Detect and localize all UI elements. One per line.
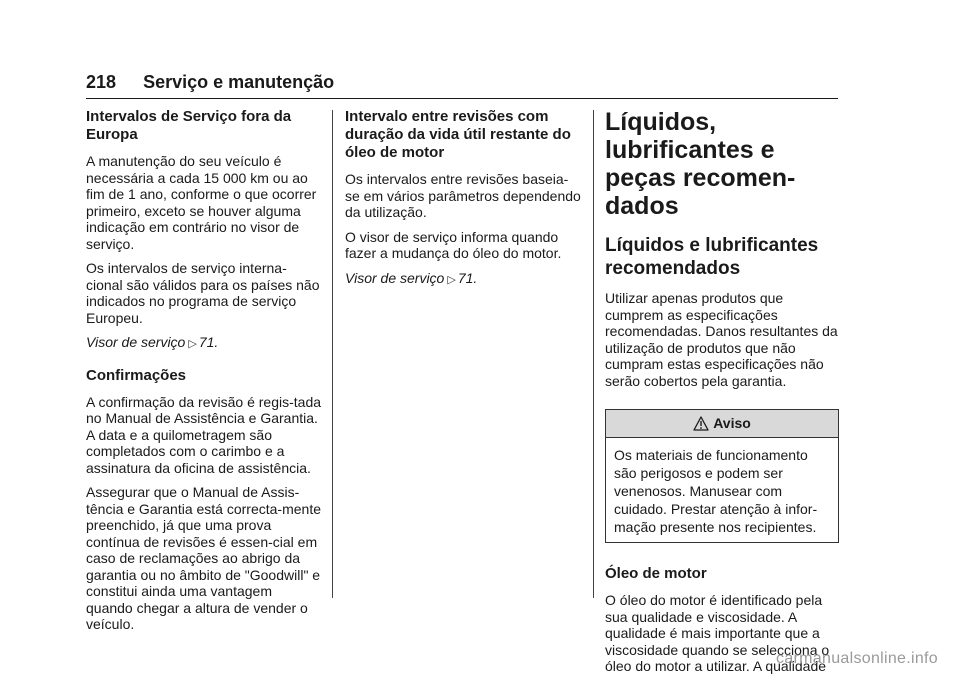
reference-arrow-icon: ▷ (188, 338, 197, 350)
reference-page: 71 (457, 269, 474, 286)
watermark: carmanualsonline.info (776, 650, 938, 667)
paragraph-international-intervals: Os intervalos de serviço interna-cional são válidos para os países não indicados no programa de serviço Europeu. (86, 260, 320, 326)
column-divider-1 (332, 110, 333, 598)
paragraph-maintenance: A manutenção do seu veículo é necessária a cada 15 000 km ou ao fim de 1 ano, conforme o que ocorrer primeiro, exceto se houver alguma indicação em contrário no visor de serviço. (86, 153, 317, 252)
paragraph-warranty: Assegurar que o Manual de Assis-tência e Garantia está correcta-mente preenchido, já que uma prova contínua de revisões é essen-cial em caso de reclamações ao abrigo da garantia ou no âmbito de "Goodwill" e constitui ainda uma vantagem quando chegar a altura de vender o veículo. (86, 484, 322, 632)
heading-confirmations: Confirmações (86, 366, 187, 384)
heading-intervals-outside-europe: Intervalos de Serviço fora da Europa (86, 108, 292, 143)
reference-service-display[interactable]: Visor de serviço ▷ 71. (345, 269, 478, 286)
reference-label: Visor de serviço (345, 269, 445, 286)
paragraph-confirmation: A confirmação da revisão é regis-tada no Manual de Assistência e Garantia. A data e a quilometragem são completados com o carimbo e a assinatura da oficina de assistência. (86, 393, 322, 476)
reference-label: Visor de serviço (86, 334, 186, 350)
column-right (605, 108, 841, 683)
paragraph-use-specified-products: Utilizar apenas produtos que cumprem as especificações recomendadas. Danos resultantes da utilização de produtos que não cumpram estas especificações não serão cobertos pela garantia. (605, 290, 838, 389)
header-rule (86, 98, 838, 99)
warning-title: Aviso (713, 415, 751, 431)
section-title: Serviço e manutenção (143, 72, 335, 92)
warning-text: Os materiais de funcionamento são perigosos e podem ser venenosos. Manusear com cuidado. Prestar atenção à infor-mação presente nos recipientes. (614, 447, 818, 535)
heading-fluids-lubricants-parts: Líquidos, lubrificantes e peças recomen-dados (605, 108, 796, 220)
reference-service-display[interactable]: Visor de serviço ▷ 71. (86, 334, 219, 350)
warning-header (606, 410, 838, 438)
column-left (86, 108, 322, 641)
page-number: 218 (86, 72, 117, 92)
paragraph-interval-parameters: Os intervalos entre revisões baseia-se em vários parâmetros dependendo da utilização. (345, 171, 581, 220)
column-divider-2 (593, 110, 594, 598)
heading-recommended-fluids: Líquidos e lubrificantes recomendados (605, 235, 819, 279)
heading-engine-oil: Óleo de motor (605, 565, 707, 582)
heading-interval-oil-life: Intervalo entre revisões com duração da vida útil restante do óleo de motor (345, 108, 571, 161)
column-middle (345, 108, 581, 296)
page-header (86, 72, 334, 93)
warning-triangle-icon (693, 416, 709, 431)
paragraph-engine-oil: O óleo do motor é identificado pela sua qualidade e viscosidade. A qualidade é mais importante que a viscosidade quando se selecciona o óleo do motor a utilizar. A qualidade (605, 592, 830, 674)
reference-page: 71 (198, 334, 215, 350)
warning-box (605, 409, 839, 543)
reference-arrow-icon: ▷ (447, 273, 456, 286)
paragraph-service-display-oil: O visor de serviço informa quando fazer a mudança do óleo do motor. (345, 228, 562, 261)
